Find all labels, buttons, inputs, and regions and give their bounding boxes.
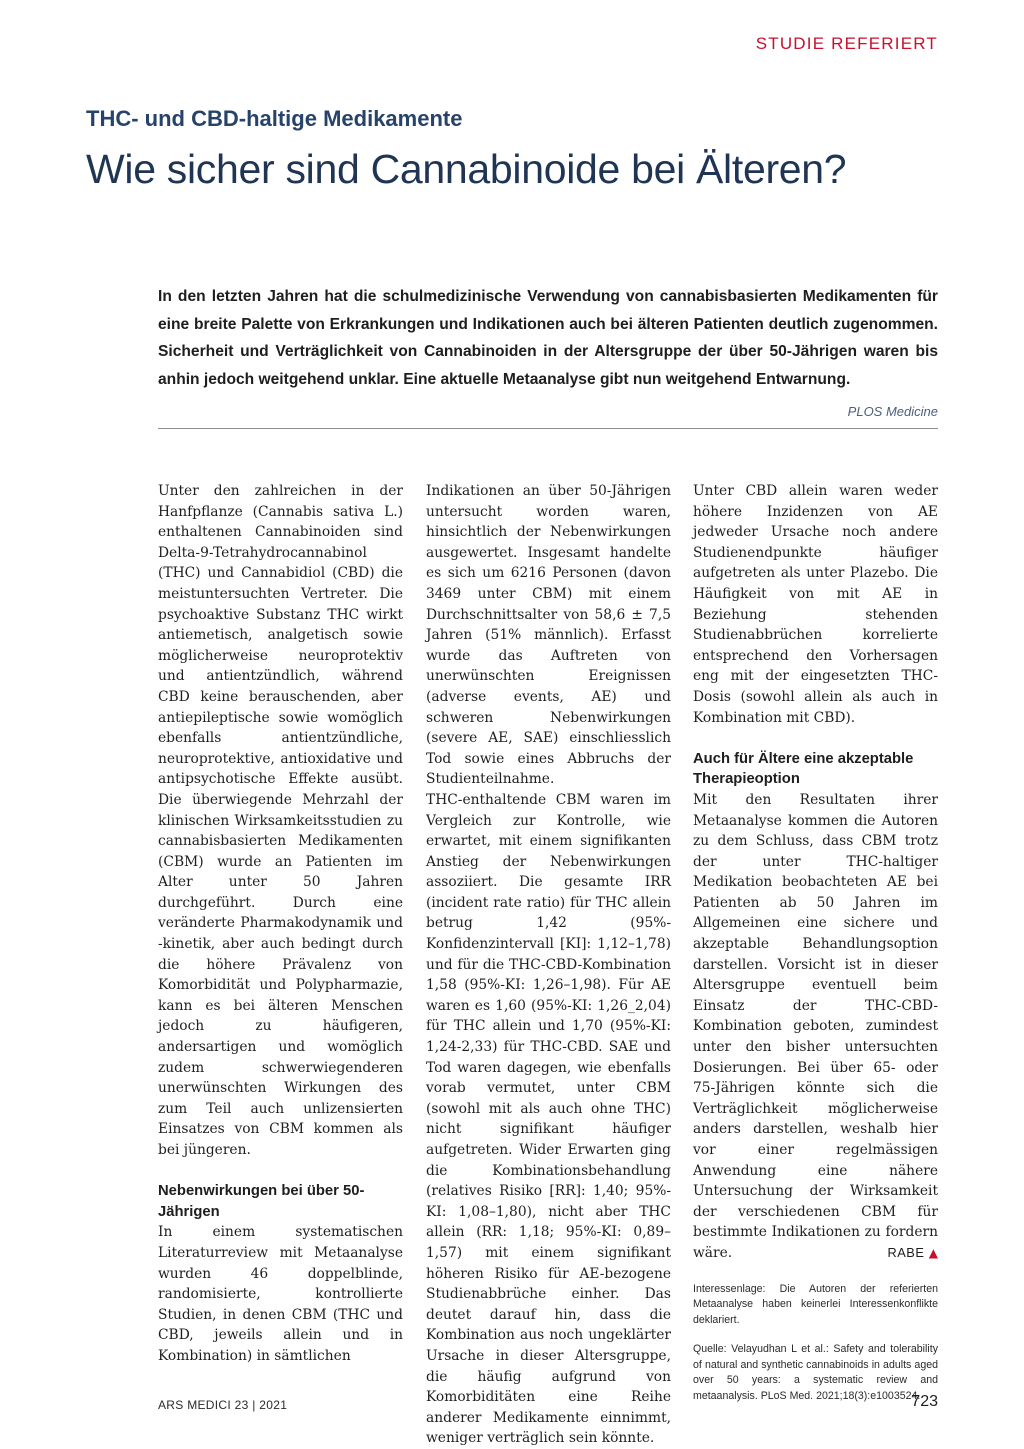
- body-paragraph: THC-enthaltende CBM waren im Vergleich zur Kontrolle, wie erwartet, mit einem signifikanten Anstieg der Nebenwirkungen assoziiert. Die gesamte IRR (incident rate ratio) für THC allein betrug 1,42 (95%-Konfidenzintervall [KI]: 1,12–1,78) und für die THC-CBD-Kombination 1,58 (95%-KI: 1,26–1,98). Für AE waren es 1,60 (95%-KI: 1,26_2,04) für THC allein und 1,70 (95%-KI: 1,24-2,33) für THC-CBD. SAE und Tod waren dagegen, wie ebenfalls vorab vermutet, unter CBM (sowohl mit als auch ohne THC) nicht signifikant häufiger aufgetreten. Wider Erwarten ging die Kombinationsbehandlung (relatives Risiko [RR]: 1,40; 95%-KI: 1,08–1,80), nicht aber THC allein (RR: 1,18; 95%-KI: 0,89–1,57) mit einem signifikant höheren Risiko für AE-bezogene Studienabbrüche einher. Das deutet darauf hin, dass die Kombination aus noch ungeklärter Ursache in dieser Altersgruppe, die häufig aufgrund von Komorbiditäten eine Reihe anderer Medikamente einnimmt, weniger verträglich sein könnte.: [426, 791, 671, 1447]
- body-paragraph: In einem systematischen Literaturreview mit Metaanalyse wurden 46 doppelblinde, randomisierte, kontrollierte Studien, in denen CBM (THC und CBD, jeweils allein und in Kombination) in sämtlichen: [158, 1224, 403, 1364]
- body-paragraph-continued: Unter CBD allein waren weder höhere Inzidenzen von AE jedweder Ursache noch andere Studienendpunkte häufiger aufgetreten als unter Plazebo. Die Häufigkeit von mit AE in Beziehung stehenden Studienabbrüchen korrelierte entsprechend den Vorhersagen eng mit der eingesetzten THC-Dosis (sowohl allein als auch in Kombination mit CBD).: [693, 483, 938, 726]
- triangle-icon: ▲: [928, 1245, 938, 1260]
- author-name: RABE: [887, 1244, 925, 1260]
- section-label: STUDIE REFERIERT: [755, 34, 938, 53]
- text-column-1: [158, 481, 403, 1367]
- author-signature: [888, 1243, 938, 1264]
- text-column-3: [693, 481, 938, 1404]
- article-kicker: THC- und CBD-haltige Medikamente: [86, 106, 463, 131]
- interest-note: Interessenlage: Die Autoren der referierten Metaanalyse haben keinerlei Interessenkonflikte deklariert.: [693, 1282, 938, 1326]
- article-headline: Wie sicher sind Cannabinoide bei Älteren?: [86, 146, 847, 192]
- subheading-conclusion: Auch für Ältere eine akzeptable Therapieoption: [693, 750, 914, 788]
- body-paragraph: Unter den zahlreichen in der Hanfpflanze (Cannabis sativa L.) enthaltenen Cannabinoiden sind Delta-9-Tetrahydrocannabinol (THC) und Cannabidiol (CBD) die meistuntersuchten Vertreter. Die psychoaktive Substanz THC wirkt antiemetisch, analgetisch sowie möglicherweise neuroprotektiv und antientzündlich, während CBD keine berauschenden, aber antiepileptische sowie womöglich ebenfalls antientzündliche, neuroprotektive, antioxidative und antipsychotische Effekte ausübt. Die überwiegende Mehrzahl der klinischen Wirksamkeitsstudien zu cannabisbasierten Medikamenten (CBM) wurde an Patienten im Alter unter 50 Jahren durchgeführt. Durch eine veränderte Pharmakodynamik und -kinetik, aber auch bedingt durch die höhere Prävalenz von Komorbidität und Polypharmazie, kann es bei älteren Menschen jedoch zu häufigeren, andersartigen und womöglich zudem schwerwiegenderen unerwünschten Wirkungen des zum Teil auch unlizensierten Einsatzes von CBM kommen als bei jüngeren.: [158, 483, 403, 1158]
- source-citation: Quelle: Velayudhan L et al.: Safety and tolerability of natural and synthetic cannabinoids in adults aged over 50 years: a systematic review and metaanalysis. PLoS Med. 2021;18(3):e1003524.: [693, 1343, 938, 1402]
- text-column-2: [426, 481, 671, 1449]
- divider-rule: [158, 428, 938, 429]
- body-paragraph: Mit den Resultaten ihrer Metaanalyse kommen die Autoren zu dem Schluss, dass CBM trotz der unter THC-haltiger Medikation beobachteten AE bei Patienten ab 50 Jahren im Allgemeinen eine sichere und akzeptable Behandlungsoption darstellen. Vorsicht ist in dieser Altersgruppe eventuell beim Einsatz der THC-CBD-Kombination geboten, zumindest unter den bisher untersuchten Dosierungen. Bei über 65- oder 75-Jährigen könnte sich die Verträglichkeit möglicherweise anders darstellen, weshalb hier vor einer regelmässigen Anwendung eine nähere Untersuchung der Wirksamkeit der verschiedenen CBM für bestimmte Indikationen zu fordern wäre. RABE ▲: [693, 790, 938, 1264]
- body-paragraph-continued: Indikationen an über 50-Jährigen untersucht worden waren, hinsichtlich der Nebenwirkungen ausgewertet. Insgesamt handelte es sich um 6216 Personen (davon 3469 unter CBM) mit einem Durchschnittsalter von 58,6 ± 7,5 Jahren (51% männlich). Erfasst wurde das Auftreten von unerwünschten Ereignissen (adverse events, AE) und schweren Nebenwirkungen (severe AE, SAE) einschliesslich Tod sowie eines Abbruchs der Studienteilnahme.: [426, 483, 671, 788]
- source-label: PLOS Medicine: [847, 404, 938, 419]
- footer-journal: ARS MEDICI 23 | 2021: [158, 1398, 288, 1412]
- subheading-side-effects: Nebenwirkungen bei über 50-Jährigen: [158, 1183, 365, 1220]
- lead-paragraph: In den letzten Jahren hat die schulmedizinische Verwendung von cannabisbasierten Medikamenten für eine breite Palette von Erkrankungen und Indikationen auch bei älteren Patienten deutlich zugenommen. Sicherheit und Verträglichkeit von Cannabinoiden in der Altersgruppe der über 50-Jährigen waren bis anhin jedoch weitgehend unklar. Eine aktuelle Metaanalyse gibt nun weitgehend Entwarnung.: [158, 288, 938, 388]
- footer-page-number: 723: [911, 1393, 938, 1410]
